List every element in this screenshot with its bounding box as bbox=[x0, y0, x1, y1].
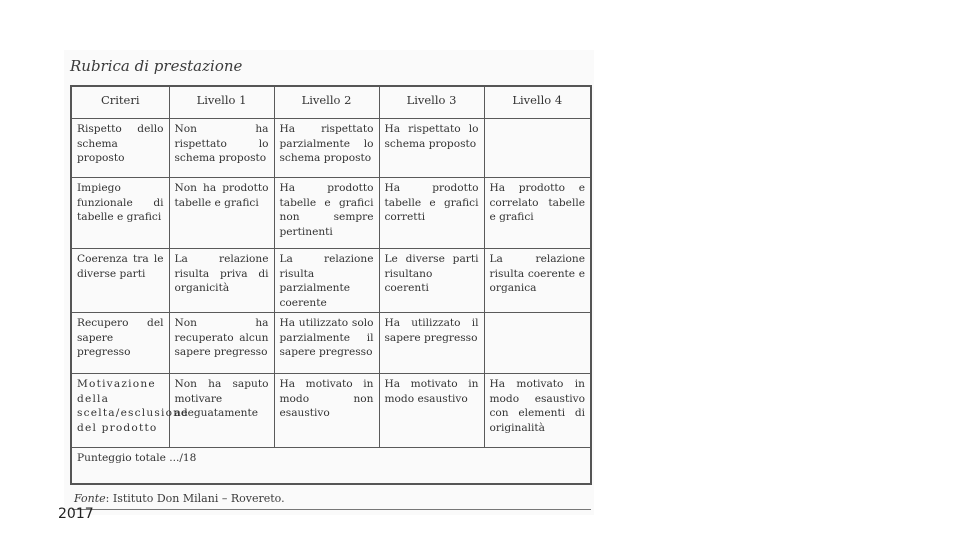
level-cell: La relazione risulta priva di organicità bbox=[169, 249, 274, 313]
criterion-cell: Motivazione della scelta/esclusione del prodotto bbox=[71, 374, 169, 448]
header-livello-3: Livello 3 bbox=[379, 86, 484, 119]
header-livello-2: Livello 2 bbox=[274, 86, 379, 119]
header-criteri: Criteri bbox=[71, 86, 169, 119]
criterion-cell: Rispetto dello schema proposto bbox=[71, 119, 169, 178]
level-cell: Ha motivato in modo esaustivo bbox=[379, 374, 484, 448]
year-label: 2017 bbox=[58, 506, 94, 522]
source-label: Fonte bbox=[74, 492, 106, 505]
criterion-cell: Coerenza tra le diverse parti bbox=[71, 249, 169, 313]
level-cell: Non ha recuperato alcun sapere pregresso bbox=[169, 313, 274, 374]
level-cell: Non ha saputo motivare adeguatamente bbox=[169, 374, 274, 448]
level-cell: Le diverse parti risultano coerenti bbox=[379, 249, 484, 313]
level-cell: Ha rispettato parzialmente lo schema proposto bbox=[274, 119, 379, 178]
table-row bbox=[71, 374, 591, 448]
criterion-cell: Impiego funzionale di tabelle e grafici bbox=[71, 178, 169, 249]
level-cell: Ha prodotto tabelle e grafici non sempre pertinenti bbox=[274, 178, 379, 249]
table-row bbox=[71, 119, 591, 178]
level-cell: Ha rispettato lo schema proposto bbox=[379, 119, 484, 178]
source-note bbox=[74, 492, 285, 505]
rubric-title: Rubrica di prestazione bbox=[70, 57, 243, 75]
header-livello-4: Livello 4 bbox=[484, 86, 591, 119]
table-row bbox=[71, 249, 591, 313]
level-cell: Non ha prodotto tabelle e grafici bbox=[169, 178, 274, 249]
rubric-table bbox=[70, 85, 592, 485]
level-cell bbox=[484, 313, 591, 374]
divider bbox=[72, 509, 591, 510]
level-cell: Ha utilizzato il sapere pregresso bbox=[379, 313, 484, 374]
level-cell: Ha motivato in modo non esaustivo bbox=[274, 374, 379, 448]
level-cell: Ha motivato in modo esaustivo con elementi di originalità bbox=[484, 374, 591, 448]
source-text: : Istituto Don Milani – Rovereto. bbox=[105, 492, 285, 505]
level-cell: La relazione risulta parzialmente coerente bbox=[274, 249, 379, 313]
level-cell: Ha prodotto tabelle e grafici corretti bbox=[379, 178, 484, 249]
criterion-cell: Recupero del sapere pregresso bbox=[71, 313, 169, 374]
level-cell: La relazione risulta coerente e organica bbox=[484, 249, 591, 313]
total-score: Punteggio totale .../18 bbox=[71, 448, 591, 485]
table-row bbox=[71, 178, 591, 249]
total-row bbox=[71, 448, 591, 485]
table-row bbox=[71, 313, 591, 374]
header-row bbox=[71, 86, 591, 119]
level-cell: Ha utilizzato solo parzialmente il sapere pregresso bbox=[274, 313, 379, 374]
level-cell: Ha prodotto e correlato tabelle e grafici bbox=[484, 178, 591, 249]
level-cell: Non ha rispettato lo schema proposto bbox=[169, 119, 274, 178]
level-cell bbox=[484, 119, 591, 178]
header-livello-1: Livello 1 bbox=[169, 86, 274, 119]
